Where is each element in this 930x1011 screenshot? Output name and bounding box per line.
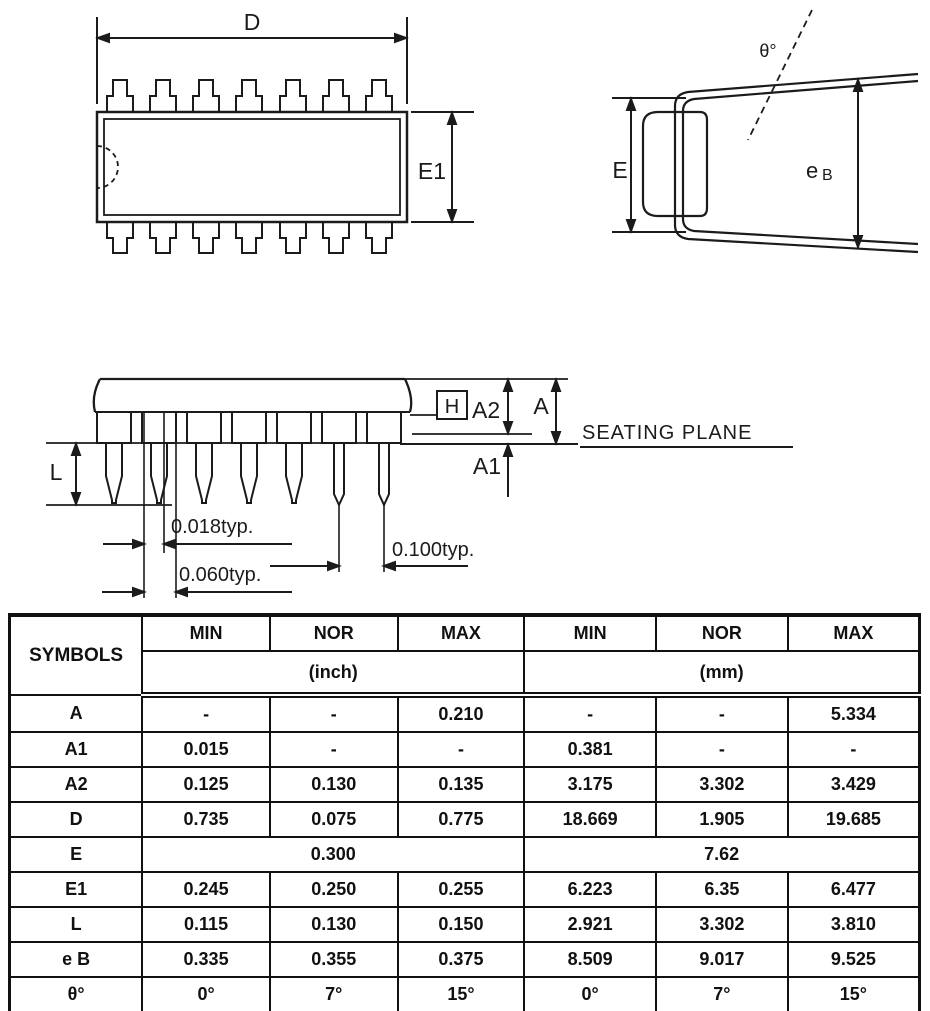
value-cell: 0.775 (398, 802, 525, 837)
arrowhead (627, 99, 635, 110)
dim-label-theta: θ° (759, 41, 777, 61)
table-row (10, 872, 920, 907)
dim-label-lead-width: 0.018typ. (171, 516, 254, 538)
arrowhead (504, 380, 512, 391)
merged-value-cell: 0.300 (142, 837, 524, 872)
arrowhead (328, 562, 339, 570)
arrowhead (384, 562, 395, 570)
value-cell: 8.509 (524, 942, 656, 977)
arrowhead (72, 444, 80, 455)
end-view-drawing (612, 10, 918, 252)
table-row (10, 837, 920, 872)
symbol-cell: L (10, 907, 143, 942)
value-cell: 0° (524, 977, 656, 1011)
value-cell: 15° (788, 977, 920, 1011)
value-cell: 0.355 (270, 942, 398, 977)
value-cell: 6.477 (788, 872, 920, 907)
value-cell: - (656, 732, 788, 767)
merged-value-cell: 7.62 (524, 837, 919, 872)
value-cell: 0.150 (398, 907, 525, 942)
value-cell: 19.685 (788, 802, 920, 837)
col-header: MIN (524, 615, 656, 651)
value-cell: 0.250 (270, 872, 398, 907)
symbol-cell: A2 (10, 767, 143, 802)
ic-body-inner (104, 119, 400, 215)
pins-tapered (106, 443, 389, 505)
value-cell: 7° (270, 977, 398, 1011)
value-cell: 0.255 (398, 872, 525, 907)
symbol-cell: E (10, 837, 143, 872)
table-row (10, 977, 920, 1011)
symbol-cell: A1 (10, 732, 143, 767)
value-cell: 6.223 (524, 872, 656, 907)
dim-label-lead-pitch: 0.100typ. (392, 539, 475, 561)
dim-label-d: D (243, 9, 261, 35)
unit-inch-cell: (inch) (142, 651, 524, 695)
value-cell: - (270, 732, 398, 767)
arrowhead (164, 540, 175, 548)
table-row (10, 695, 920, 732)
col-header: MIN (142, 615, 270, 651)
arrowhead (552, 432, 560, 443)
arrowhead (72, 493, 80, 504)
value-cell: 9.017 (656, 942, 788, 977)
symbol-cell: A (10, 695, 143, 732)
table-row (10, 732, 920, 767)
value-cell: 5.334 (788, 695, 920, 732)
dim-label-eb-sub: B (822, 167, 833, 184)
body-right-edge (405, 379, 411, 412)
lead-inner-edge (683, 81, 918, 244)
dim-label-a: A (533, 393, 549, 419)
pin1-notch (97, 146, 118, 188)
value-cell: - (398, 732, 525, 767)
dim-label-l: L (49, 459, 63, 485)
value-cell: 0° (142, 977, 270, 1011)
arrowhead (133, 588, 144, 596)
seating-plane-label: SEATING PLANE (582, 422, 753, 444)
arrowhead (98, 34, 109, 42)
symbol-cell: θ° (10, 977, 143, 1011)
value-cell: 3.302 (656, 907, 788, 942)
unit-mm-cell: (mm) (524, 651, 919, 695)
arrowhead (854, 80, 862, 91)
value-cell: 3.810 (788, 907, 920, 942)
arrowhead (854, 236, 862, 247)
value-cell: 0.015 (142, 732, 270, 767)
value-cell: 0.381 (524, 732, 656, 767)
arrowhead (133, 540, 144, 548)
table-row (10, 767, 920, 802)
value-cell: 0.135 (398, 767, 525, 802)
table-header-row (10, 615, 920, 651)
arrowhead (448, 210, 456, 221)
dimension-table (8, 613, 921, 1011)
top-pins (107, 80, 392, 112)
value-cell: 0.130 (270, 907, 398, 942)
value-cell: 0.245 (142, 872, 270, 907)
col-header: NOR (270, 615, 398, 651)
pin-shoulders (97, 412, 401, 443)
value-cell: 9.525 (788, 942, 920, 977)
bottom-pins (107, 222, 392, 253)
table-row (10, 907, 920, 942)
table-unit-row (10, 651, 920, 695)
dim-label-eb: e (806, 158, 819, 183)
col-header: MAX (788, 615, 920, 651)
value-cell: - (142, 695, 270, 732)
value-cell: - (656, 695, 788, 732)
theta-angle-line (748, 10, 812, 140)
table-row (10, 942, 920, 977)
value-cell: 0.335 (142, 942, 270, 977)
value-cell: 1.905 (656, 802, 788, 837)
symbol-cell: E1 (10, 872, 143, 907)
lead-outer-edge (675, 74, 918, 252)
value-cell: - (788, 732, 920, 767)
value-cell: 15° (398, 977, 525, 1011)
arrowhead (627, 220, 635, 231)
value-cell: 2.921 (524, 907, 656, 942)
value-cell: 3.175 (524, 767, 656, 802)
symbols-header-cell: SYMBOLS (10, 615, 143, 695)
col-header: MAX (398, 615, 525, 651)
dim-label-a2: A2 (472, 397, 501, 423)
ic-body-outline (97, 112, 407, 222)
value-cell: - (270, 695, 398, 732)
side-view-drawing (46, 379, 793, 598)
arrowhead (504, 422, 512, 433)
dim-label-shoulder: 0.060typ. (179, 564, 262, 586)
top-view-drawing (97, 9, 474, 253)
arrowhead (448, 113, 456, 124)
value-cell: 0.125 (142, 767, 270, 802)
arrowhead (176, 588, 187, 596)
dim-label-e: E (612, 157, 628, 183)
value-cell: 18.669 (524, 802, 656, 837)
dim-label-e1: E1 (417, 158, 446, 184)
value-cell: 0.130 (270, 767, 398, 802)
arrowhead (552, 380, 560, 391)
dim-label-a1: A1 (472, 453, 502, 479)
value-cell: 3.429 (788, 767, 920, 802)
value-cell: 0.735 (142, 802, 270, 837)
arrowhead (504, 445, 512, 456)
table-row (10, 802, 920, 837)
value-cell: - (524, 695, 656, 732)
value-cell: 0.375 (398, 942, 525, 977)
value-cell: 7° (656, 977, 788, 1011)
col-header: NOR (656, 615, 788, 651)
datum-h-label: H (444, 396, 460, 418)
body-left-edge (94, 379, 100, 412)
value-cell: 3.302 (656, 767, 788, 802)
value-cell: 0.210 (398, 695, 525, 732)
value-cell: 0.075 (270, 802, 398, 837)
value-cell: 0.115 (142, 907, 270, 942)
arrowhead (395, 34, 406, 42)
symbol-cell: e B (10, 942, 143, 977)
value-cell: 6.35 (656, 872, 788, 907)
symbol-cell: D (10, 802, 143, 837)
